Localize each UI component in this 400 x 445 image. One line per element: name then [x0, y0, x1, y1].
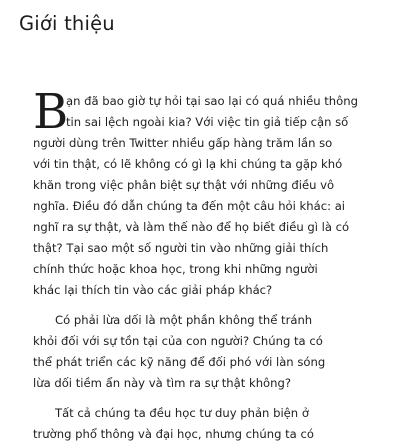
text-line: với tin thật, có lẽ không có gì lạ khi chúng ta gặp khó [33, 157, 343, 171]
text-line-content: ạn đã bao giờ tự hỏi tại sao lại có quá nhiều thông [66, 94, 358, 108]
text-line: khỏi đối với sự tồn tại của con người? Chúng ta có [33, 334, 323, 348]
text-line: thật? Tại sao một số người tin vào những giải thích [33, 241, 329, 255]
text-line: trường phổ thông và đại học, nhưng chúng ta có [33, 427, 314, 441]
text-line: Có phải lừa dối là một phần không thể tránh [55, 313, 313, 327]
text-line: nghĩa. Điều đó dẫn chúng ta đến một câu hỏi khác: ai [33, 199, 346, 213]
text-line: chính thức hoặc khoa học, trong khi những người [33, 262, 318, 276]
text-line: khác lại thích tin vào các giải pháp khác? [33, 283, 273, 297]
paragraph-gap [33, 394, 373, 403]
text-line: thể phát triển các kỹ năng để đối phó với làn sóng [33, 355, 326, 369]
body-text [33, 84, 373, 445]
chapter-title: Giới thiệu [19, 12, 115, 35]
text-line: lừa dối tiềm ẩn này và tìm ra sự thật không? [33, 376, 292, 390]
text-line: người dùng trên Twitter nhiều gấp hàng trăm lần so [33, 136, 333, 150]
paragraph-gap [33, 301, 373, 310]
text-line: nghĩ ra sự thật, và làm thế nào để họ biết điều gì là có [33, 220, 350, 234]
text-line: Tất cả chúng ta đều học tư duy phản biện ở [55, 406, 309, 420]
drop-cap-letter: B [33, 84, 69, 140]
text-line: khăn trong việc phân biệt sự thật với những điều vô [33, 178, 335, 192]
text-line: tin sai lệch ngoài kia? Với việc tin giả tiếp cận số [66, 115, 349, 129]
